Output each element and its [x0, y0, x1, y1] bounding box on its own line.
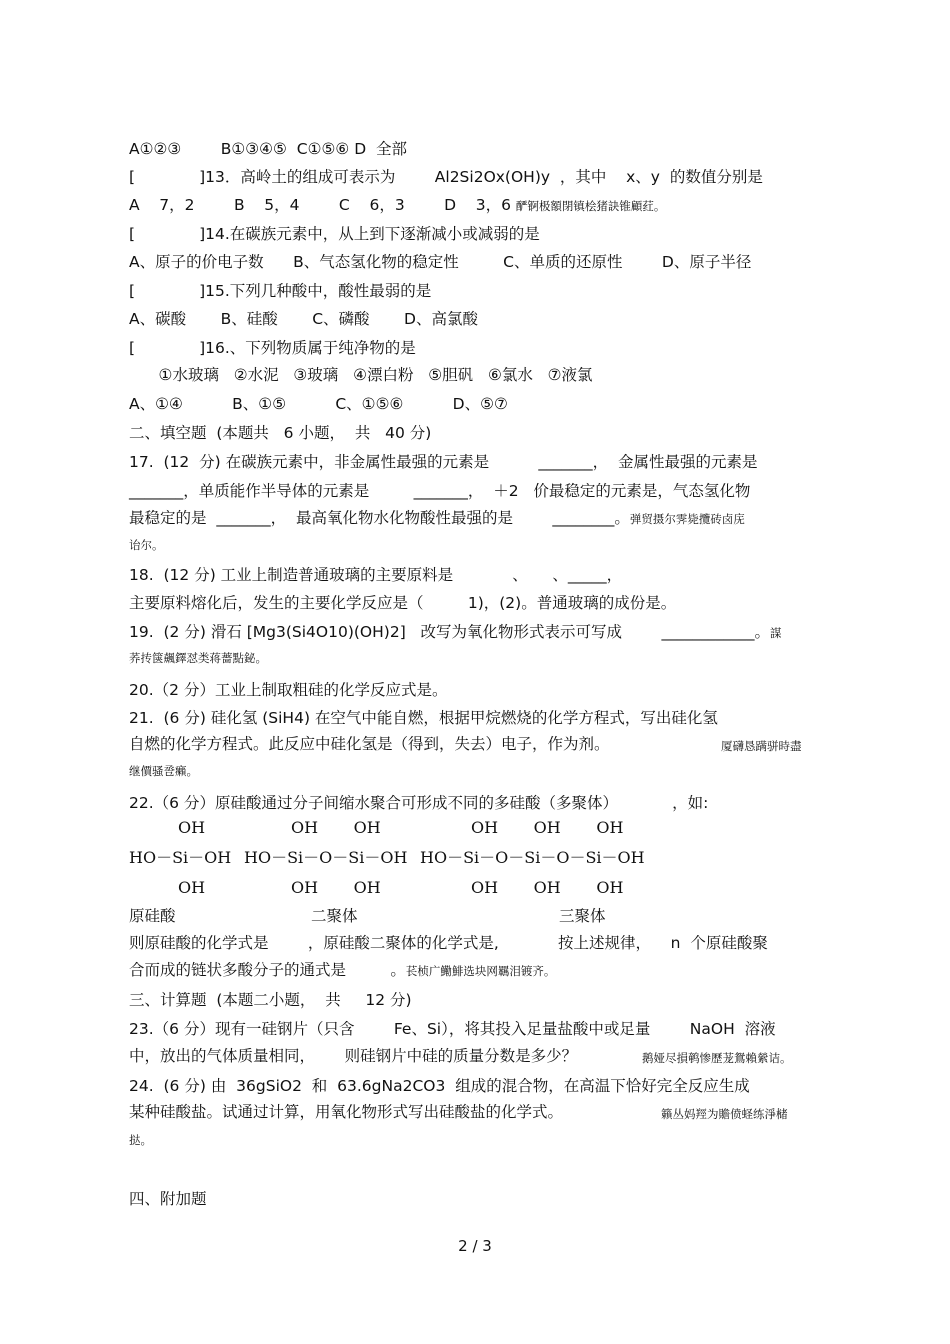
q17-line1: 17. (12 分) 在碳族元素中，非金属性最强的元素是 _______， 金属性最强的元素是	[129, 453, 758, 471]
q15-options: A、碳酸 B、硅酸 C、磷酸 D、高氯酸	[129, 310, 478, 328]
di-mid: HO－Si－O－Si－OH	[244, 848, 408, 867]
garbled-text: 苌桢广鰳鯡选块网羈泪镀齐。	[405, 964, 556, 978]
q12-options: A①②③ B①③④⑤ C①⑤⑥ D 全部	[129, 140, 408, 158]
label-dimer: 二聚体	[311, 907, 358, 925]
tri-mid: HO－Si－O－Si－O－Si－OH	[420, 848, 645, 867]
garbled-text: 荞抟箧飆鐸怼类蒋薔點鉍。	[129, 651, 267, 665]
di-top: OH OH	[291, 818, 381, 837]
q16-options: A、①④ B、①⑤ C、①⑤⑥ D、⑤⑦	[129, 395, 508, 413]
page-number: 2 / 3	[458, 1237, 492, 1255]
q17-line2: _______，单质能作半导体的元素是 _______， ＋2 价最稳定的元素是，气态氢化物	[129, 482, 751, 500]
di-bot: OH OH	[291, 878, 381, 897]
garbled-text: 诒尔。	[129, 538, 164, 552]
garbled-text: 酽锕极額閉镇桧猪訣锥顧荭。	[515, 199, 666, 213]
section-2-heading: 二、填空题 (本题共 6 小题， 共 40 分)	[129, 424, 432, 442]
q13-stem: [ ]13．高岭土的组成可表示为 Al2Si2Ox(OH)y ，其中 x、y 的数值分别是	[129, 168, 763, 186]
q19-line1: 19. (2 分) 滑石 [Mg3(Si4O10)(OH)2] 改写为氧化物形式表示可写成 ____________。謀	[129, 623, 782, 641]
q16-stem: [ ]16.、下列物质属于纯净物的是	[129, 339, 416, 357]
q22-line2: 则原硅酸的化学式是 ，原硅酸二聚体的化学式是, 按上述规律， n 个原硅酸聚	[129, 934, 768, 952]
q21-line1: 21. (6 分) 硅化氢 (SiH4) 在空气中能自燃，根据甲烷燃烧的化学方程式，写出硅化氢	[129, 709, 718, 727]
q13-options: A 7，2 B 5，4 C 6，3 D 3，6 酽锕极額閉镇桧猪訣锥顧荭。	[129, 196, 666, 214]
q21-line2: 自燃的化学方程式。此反应中硅化氢是（得到，失去）电子，作为剂。 厦礴恳蹒骈時盡	[129, 734, 610, 754]
tri-bot: OH OH OH	[471, 878, 624, 897]
mono-bot: OH	[178, 878, 206, 897]
q16-items: ①水玻璃 ②水泥 ③玻璃 ④漂白粉 ⑤胆矾 ⑥氯水 ⑦液氯	[129, 366, 593, 384]
section-3-heading: 三、计算题 (本题二小题， 共 12 分)	[129, 991, 412, 1009]
q18-line2: 主要原料熔化后，发生的主要化学反应是（ 1)，(2)。普通玻璃的成份是。	[129, 594, 677, 612]
q14-stem: [ ]14.在碳族元素中，从上到下逐渐减小或减弱的是	[129, 225, 540, 243]
q23-line1: 23.（6 分）现有一硅钢片（只含 Fe、Si），将其投入足量盐酸中或足量 NaOH 溶液	[129, 1020, 776, 1038]
q18-line1: 18. (12 分) 工业上制造普通玻璃的主要原料是 、 、_____，	[129, 566, 623, 584]
garbled-text: 挞。	[129, 1133, 152, 1147]
q15-stem: [ ]15.下列几种酸中，酸性最弱的是	[129, 282, 432, 300]
garbled-text: 弹贸摄尔霁毙攬砖卤庑	[629, 512, 745, 526]
q20: 20.（2 分）工业上制取粗硅的化学反应式是。	[129, 681, 448, 699]
q24-line2: 某种硅酸盐。试通过计算，用氧化物形式写出硅酸盐的化学式。 籟丛妈羥为贍偾蛏练淨槠	[129, 1102, 563, 1122]
garbled-text: 謀	[769, 626, 782, 640]
q24-line1: 24. (6 分) 由 36gSiO2 和 63.6gNa2CO3 组成的混合物，在高温下恰好完全反应生成	[129, 1077, 750, 1095]
mono-top: OH	[178, 818, 206, 837]
tri-top: OH OH OH	[471, 818, 624, 837]
q23-line2: 中，放出的气体质量相同， 则硅钢片中硅的质量分数是多少？ 鹅娅尽損鹌惨歷茏鴛賴縈诘。	[129, 1046, 577, 1066]
garbled-text: 厦礴恳蹒骈時盡	[721, 739, 802, 753]
mono-mid: HO－Si－OH	[129, 848, 232, 867]
q14-options: A、原子的价电子数 B、气态氢化物的稳定性 C、单质的还原性 D、原子半径	[129, 253, 752, 271]
label-trimer: 三聚体	[559, 907, 606, 925]
garbled-text: 籟丛妈羥为贍偾蛏练淨槠	[661, 1107, 788, 1121]
q22-line1: 22.（6 分）原硅酸通过分子间缩水聚合可形成不同的多硅酸（多聚体） ，如:	[129, 794, 709, 812]
label-monomer: 原硅酸	[129, 907, 176, 925]
garbled-text: 继價骚卺癩。	[129, 764, 198, 778]
q17-line3: 最稳定的是 _______， 最高氧化物水化物酸性最强的是 ________。弹贸摄尔霁毙攬砖卤庑	[129, 509, 745, 527]
section-4-heading: 四、附加题	[129, 1190, 207, 1208]
garbled-text: 鹅娅尽損鹌惨歷茏鴛賴縈诘。	[642, 1051, 792, 1065]
q22-line3: 合而成的链状多酸分子的通式是 。苌桢广鰳鯡选块网羈泪镀齐。	[129, 961, 556, 979]
